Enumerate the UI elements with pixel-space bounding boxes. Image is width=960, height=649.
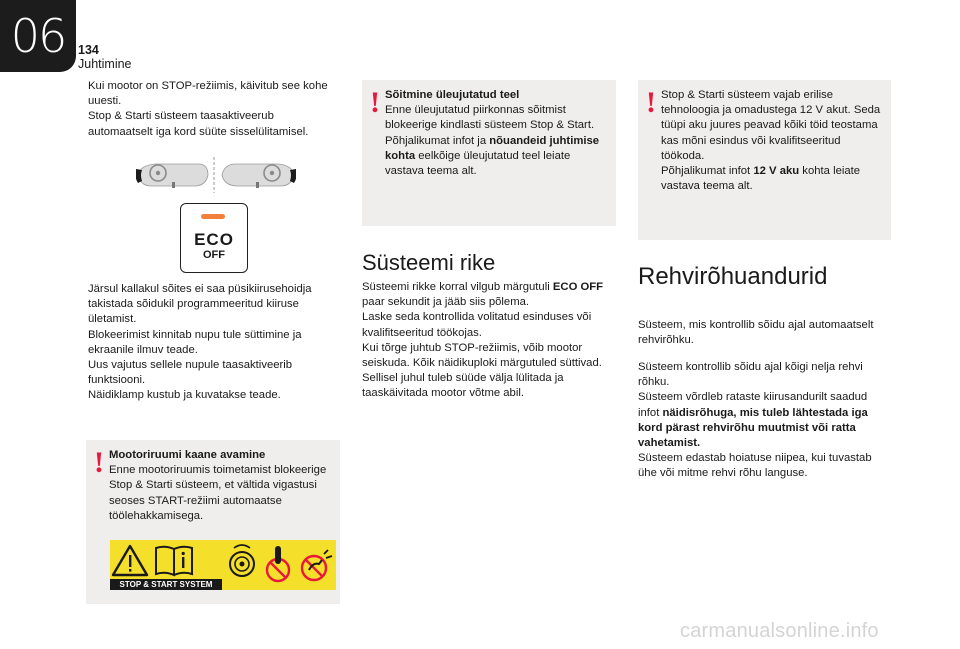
heading-system-fault: Süsteemi rike	[362, 250, 496, 275]
off-label: OFF	[203, 249, 225, 261]
warning-icon: !	[370, 86, 380, 119]
watermark: carmanualsonline.info	[680, 620, 879, 642]
right-car-icon	[222, 164, 296, 188]
warning-title: Sõitmine üleujutatud teel	[385, 89, 520, 101]
hazard-triangle-icon	[113, 546, 147, 575]
warning-text	[385, 88, 610, 179]
warning-box-flooded-road	[362, 80, 616, 226]
warning-text	[661, 88, 885, 194]
warning-body: Põhjalikumat infot ja nõuandeid juhtimise kohta eelkõige üleujutatud teel leiate vastava teema alt.	[385, 134, 600, 178]
manual-book-icon	[156, 547, 192, 575]
tyre-paragraph: Süsteem, mis kontrollib sõidu ajal automaatselt rehvirõhku.	[638, 319, 874, 347]
warning-body: Enne mootoriruumis toimetamist blokeerige Stop & Starti süsteem, et vältida vigastusi seoses START-režiimi automaatse töölehakkamisega.	[109, 464, 327, 522]
steering-wheel-illustration	[136, 155, 296, 195]
intro-text	[88, 79, 338, 140]
tyre-text	[638, 360, 891, 482]
warning-body: Stop & Starti süsteem vajab erilise tehnoloogia ja omadustega 12 V akut. Seda tüüpi aku juures peavad kõiki töid teostama kas mõni esindus või kvalifitseeritud töökoda.	[661, 89, 881, 162]
warning-box-battery	[638, 80, 891, 240]
body-paragraph: Järsul kallakul sõites ei saa püsikiirusehoidja takistada sõidukil programmeeritud kiiruse ületamist.	[88, 283, 312, 326]
no-hand-icon	[302, 550, 332, 580]
left-car-icon	[136, 164, 208, 188]
tyre-paragraph: Süsteem kontrollib sõidu ajal kõigi nelja rehvi rõhku.	[638, 361, 863, 389]
eco-off-button-illustration	[180, 203, 248, 273]
warning-icon: !	[94, 446, 104, 479]
warning-body: Põhjalikumat infot 12 V aku kohta leiate vastava teema alt.	[661, 165, 861, 193]
intro-paragraph: Kui mootor on STOP-režiimis, käivitub see kohe uuesti.	[88, 80, 328, 108]
intro-paragraph: Stop & Starti süsteem taasaktiveerub automaatselt iga kord süüte sisselülitamisel.	[88, 110, 309, 138]
body-text	[88, 282, 338, 404]
indicator-light	[201, 214, 225, 219]
fault-paragraph: Laske seda kontrollida volitatud esinduses või kvalifitseeritud töökojas.	[362, 311, 592, 339]
tyre-paragraph: Süsteem edastab hoiatuse niipea, kui tuvastab ühe või mitme rehvi rõhu languse.	[638, 452, 872, 480]
page-number: 134	[78, 43, 99, 57]
warning-icon: !	[646, 86, 656, 119]
sticker-label: STOP & START SYSTEM	[110, 579, 222, 590]
fault-paragraph: Kui tõrge juhtub STOP-režiimis, võib mootor seiskuda. Kõik näidikuploki märgutuled süttivad. Sellisel juhul tuleb süüde välja lülitada ja taaskäivitada mootor võtme abil.	[362, 341, 602, 400]
fan-belt-icon	[230, 545, 254, 576]
section-title: Juhtimine	[78, 57, 132, 71]
no-touch-icon	[267, 546, 289, 581]
fault-text	[362, 280, 616, 402]
eco-label: ECO	[194, 230, 234, 249]
warning-text	[109, 448, 334, 524]
body-paragraph: Uus vajutus sellele nupule taasaktiveerib funktsiooni.	[88, 359, 293, 387]
fault-paragraph: Süsteemi rikke korral vilgub märgutuli ECO OFF paar sekundit ja jääb siis põlema.	[362, 281, 604, 309]
tyre-intro	[638, 318, 891, 348]
warning-title: Mootoriruumi kaane avamine	[109, 449, 266, 461]
heading-tyre-sensors: Rehvirõhuandurid	[638, 263, 828, 290]
body-paragraph: Blokeerimist kinnitab nupu tule süttimine ja ekraanile ilmuv teade.	[88, 328, 302, 356]
warning-body: Enne üleujutatud piirkonnas sõitmist blokeerige kindlasti süsteem Stop & Start.	[385, 104, 595, 132]
chapter-tab: 06	[0, 0, 76, 72]
body-paragraph: Näidiklamp kustub ja kuvatakse teade.	[88, 389, 281, 402]
tyre-paragraph: Süsteem võrdleb rataste kiirusandurilt saadud infot näidisrõhuga, mis tuleb lähtestada iga kord pärast rehvirõhu muutmist või ratta vahetamist.	[638, 391, 868, 450]
